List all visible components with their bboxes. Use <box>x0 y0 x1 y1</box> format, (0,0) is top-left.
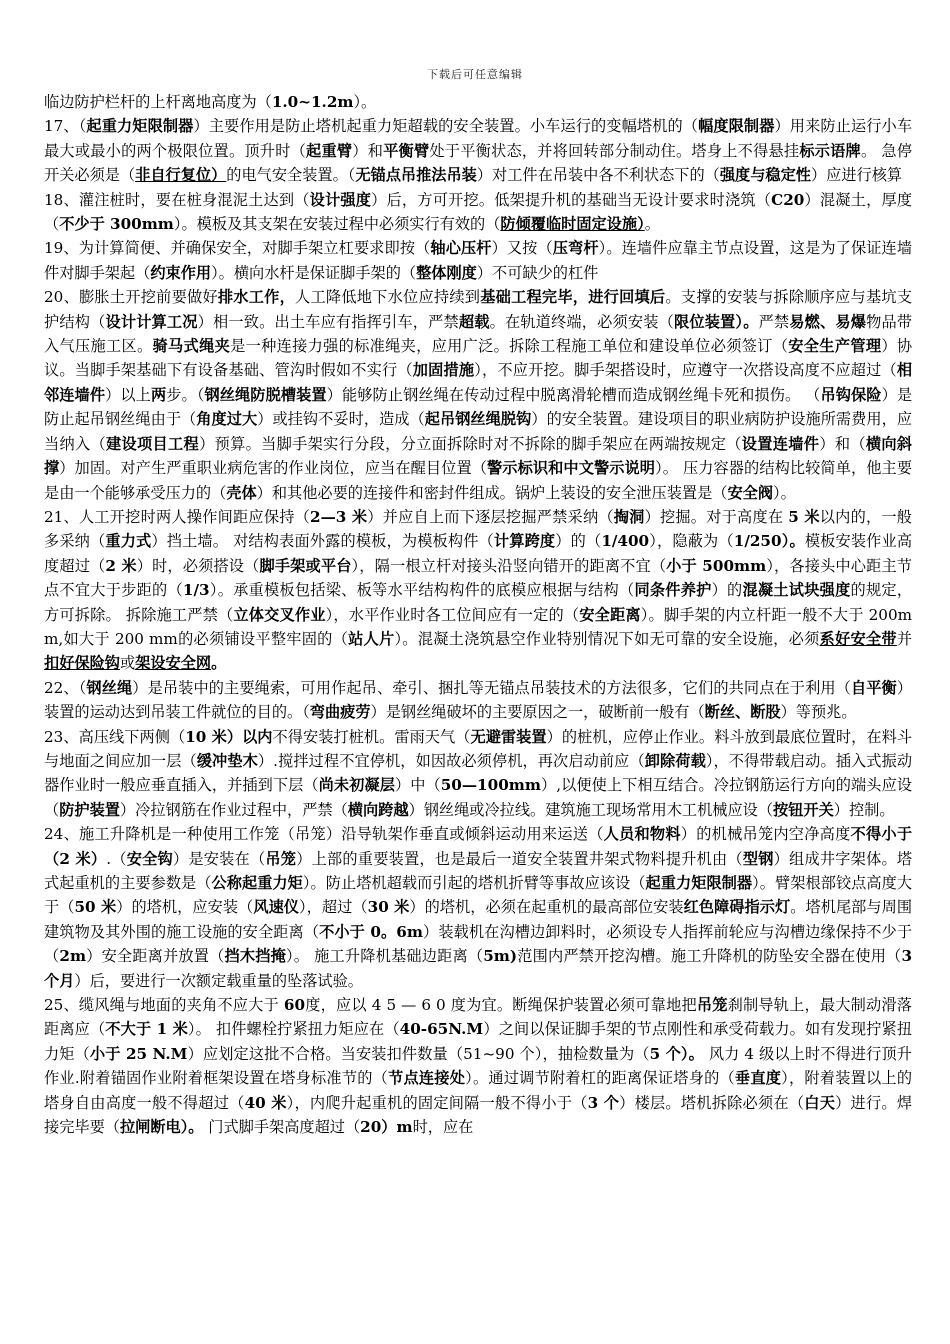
text: ）冷拉钢筋在作业过程中，严禁（ <box>119 800 348 819</box>
bold-text: 相邻连墙件 <box>44 361 913 404</box>
text: ）不可缺少的杠件 <box>476 263 599 282</box>
text: 。在轨道终端，必须安装（ <box>489 312 674 331</box>
bold-text: 20）m <box>360 1118 413 1137</box>
bold-text: 安全钩 <box>126 849 173 868</box>
text: ）。防止塔机超载而引起的塔机折臂等事故应该设（ <box>302 874 646 892</box>
text: ）是安装在（ <box>172 849 266 868</box>
text: ）挡土墙。 对结构表面外露的模板，为模板构件（ <box>151 532 494 551</box>
paragraph <box>44 188 912 237</box>
text: 19、为计算简便、并确保安全，对脚手架立杠要求即按（ <box>44 239 431 258</box>
bold-text: 起重力矩限制器 <box>645 874 753 892</box>
text: ），内爬升起重机的固定间隔一般不得小于（ <box>286 1093 588 1112</box>
bold-text: 5m) <box>483 947 518 966</box>
text: ）,以便使上下相互结合。冷拉钢筋运行方向的端头应设（ <box>44 776 913 819</box>
bold-text: 钢丝绳 <box>86 678 133 697</box>
bold-text: 压弯杆 <box>552 239 599 258</box>
text: ）和（ <box>819 434 866 453</box>
bold-text: 横向斜撑 <box>44 434 913 478</box>
text: 的电气安全装置。（ <box>226 166 356 185</box>
bold-text: 。 <box>211 654 227 673</box>
text: ）.搅拌过程不宜停机，如因故必须停机，再次启动前应（ <box>257 751 645 770</box>
text: ）上部的重要装置，也是最后一道安全装置井架式物料提升机由（ <box>296 849 743 868</box>
text: ）进行。焊接完毕要（ <box>44 1093 913 1137</box>
bold-text: 3 个 <box>587 1093 620 1112</box>
text: 门式脚手架高度超过（ <box>203 1118 361 1137</box>
bold-text: 断丝、断股 <box>704 703 781 722</box>
bold-text: 防倾覆临时固定设施） <box>500 215 645 234</box>
text: ）挖掘。对于高度在 <box>644 507 789 526</box>
bold-text: 缓冲垫木 <box>196 751 258 770</box>
text: 时，应在 <box>412 1118 474 1137</box>
bold-text: 站人片 <box>348 629 395 648</box>
text: ）等预兆。 <box>780 703 857 722</box>
bold-text: 两 <box>150 385 167 404</box>
text: ）和 <box>352 141 384 160</box>
bold-text: 超载 <box>458 312 490 331</box>
bold-text: 吊笼 <box>265 849 297 868</box>
text: ）对工件在吊装中各不利状态下的（ <box>476 166 720 185</box>
bold-text: 1.0~1.2m <box>271 93 354 111</box>
bold-text: 不小于 0。6m <box>319 922 423 941</box>
text: ），隔一根立杆对接头沿竖向错开的距离不宜（ <box>351 556 667 575</box>
text: ）相一致。出土车应有指挥引车，严禁 <box>197 312 459 331</box>
bold-text: 人员和物料 <box>603 825 681 844</box>
bold-text: 挡木挡掩 <box>224 947 286 966</box>
bold-text: 系好安全带 <box>819 629 897 648</box>
bold-text: 基础工程完毕，进行回填后 <box>480 288 666 307</box>
bold-text: 架设安全网 <box>135 654 212 673</box>
text: 21、人工开挖时两人操作间距应保持（ <box>44 507 311 526</box>
text: ）。臂架根部铰点高度大于（ <box>44 874 913 917</box>
text: 20、膨胀土开挖前要做好 <box>44 288 218 307</box>
text: ）的塔机，必须在起重机的最高部位安装 <box>409 898 684 917</box>
text: 。 <box>644 215 660 234</box>
bold-text: 按钮开关 <box>773 800 834 819</box>
paragraph <box>44 725 912 823</box>
bold-text: 3 个月 <box>44 947 913 990</box>
bold-text: 小于 25 N.M <box>89 1044 188 1063</box>
text: 17、（ <box>44 117 87 136</box>
text: ）。通过调节附着杠的距离保证塔身的（ <box>465 1069 735 1088</box>
bold-text: 5 个）。 <box>649 1044 704 1063</box>
text: 不得安装打桩机。雷雨天气（ <box>272 727 471 746</box>
bold-text: 吊钩保险 <box>820 385 882 404</box>
text: 以内的，一般多采纳（ <box>44 507 912 551</box>
paragraph <box>44 505 912 676</box>
text: 24、施工升降机是一种使用工作笼（吊笼）沿导轨架作垂直或倾斜运动用来运送（ <box>44 825 604 844</box>
bold-text: 不得小于（2 米） <box>44 825 913 868</box>
text: ）。 <box>353 93 377 111</box>
text: ）预算。当脚手架实行分段，分立面拆除时对不拆除的脚手架应在两端按规定（ <box>199 434 742 453</box>
bold-text: 建设项目工程 <box>106 434 200 453</box>
text: 度，应以 4 5 — 6 0 度为宜。断绳保护装置必须可靠地把 <box>305 996 697 1015</box>
text: ）后，要进行一次额定载重量的坠落试验。 <box>74 971 363 990</box>
text: ）。脚手架的内立杆距一般不大于 200mm,如大于 200 mm的必须铺设平整牢固的（ <box>44 605 913 648</box>
text: 物品带入气压施工区。 <box>44 312 913 356</box>
bold-text: 10 米）以内 <box>185 727 273 746</box>
bold-text: 40 米 <box>244 1093 287 1112</box>
bold-text: 计算跨度 <box>493 532 556 551</box>
text: ）组成井字架体。塔式起重机的主要参数是（ <box>44 849 913 892</box>
bold-text: 同条件养护 <box>634 581 712 600</box>
text: 25、缆风绳与地面的夹角不应大于 <box>44 996 284 1015</box>
text: ）控制。 <box>833 800 895 819</box>
bold-text: 无锚点吊推法吊装 <box>355 166 477 185</box>
text: ）应进行核算 <box>810 166 903 185</box>
bold-text: 设置连墙件 <box>741 434 820 453</box>
bold-text: 节点连接处 <box>388 1069 466 1088</box>
text: 处于平衡状态，并将回转部分制动住。塔身上不得悬挂 <box>429 141 800 160</box>
paragraph <box>44 285 912 505</box>
text: ）。模板及其支架在安装过程中必须实行有效的（ <box>173 215 501 234</box>
bold-text: 掏洞 <box>613 507 645 526</box>
bold-text: 1/3 <box>182 581 210 600</box>
text: 模板安装作业高度超过（ <box>44 532 913 575</box>
bold-text: 重力式 <box>105 532 152 551</box>
text: ）的桩机，应停止作业。料斗放到最底位置时，在料斗与地面之间应加一层（ <box>44 727 913 770</box>
bold-text: 风速仪 <box>253 898 300 917</box>
bold-text: 角度过大 <box>196 410 258 429</box>
bold-text: 设计计算工况 <box>105 312 198 331</box>
text: ）。连墙件应靠主节点设置，这是为了保证连墙件对脚手架起（ <box>44 239 913 282</box>
bold-text: 整体刚度 <box>416 263 477 282</box>
text: 临边防护栏杆的上杆离地高度为（ <box>44 93 272 111</box>
text: ）中（ <box>394 776 441 795</box>
bold-text: 立体交叉作业 <box>233 605 326 624</box>
text: ）的塔机，应安装（ <box>116 898 254 917</box>
text: 步。（ <box>166 385 205 404</box>
text: 刹制导轨上，最大制动滑落距离应（ <box>44 996 912 1039</box>
bold-text: 安全阀 <box>727 483 773 502</box>
bold-text: 防护装置 <box>59 800 120 819</box>
text: 范围内严禁开挖沟槽。施工升降机的防坠安全器在使用（ <box>517 947 902 966</box>
text: 。支撑的安装与拆除顺序应与基坑支护结构（ <box>44 288 913 331</box>
paragraph <box>44 676 912 725</box>
text: ）能够防止钢丝绳在传动过程中脱离滑轮槽而造成钢丝绳卡死和损伤。 （ <box>326 385 821 404</box>
text: ），各接头中心距主节点不宜大于步距的（ <box>44 556 912 600</box>
text: 是一种连接力强的标准绳夹，应用广泛。拆除工程施工单位和建设单位必须签订（ <box>230 337 789 356</box>
text: 风力 4 级以上时不得进行顶升作业.附着锚固作业附着框架设置在塔身标准节的（ <box>44 1044 912 1088</box>
bold-text: 50 米 <box>74 898 117 917</box>
text: ）。 施工升降机基础边距离（ <box>286 947 484 966</box>
text: ），隐蔽为（ <box>649 532 734 551</box>
bold-text: 壳体 <box>226 483 257 502</box>
bold-text: 易燃、易爆 <box>789 312 867 331</box>
text: ）。 压力容器的结构比较简单，他主要是由一个能够承受压力的（ <box>44 459 913 502</box>
bold-text: 公称起重力矩 <box>211 874 303 892</box>
text: ）。横向水杆是保证脚手架的（ <box>211 263 417 282</box>
text: ）装置的运动达到吊装工件就位的目的。（ <box>44 678 913 722</box>
text: ）协议。当脚手架基础下有设备基础、管沟时假如不实行（ <box>44 337 913 380</box>
bold-text: 骑马式绳夹 <box>152 337 231 356</box>
bold-text: 拉闸断电）。 <box>119 1118 204 1137</box>
bold-text: 卸除荷载 <box>644 751 706 770</box>
paragraph <box>44 114 912 187</box>
text: 严禁 <box>758 312 790 331</box>
bold-text: 无避雷装置 <box>470 727 547 746</box>
bold-text: 吊笼 <box>696 996 728 1015</box>
text: 。塔机尾部与周围建筑物及其外围的施工设施的安全距离（ <box>44 898 913 941</box>
bold-text: 小于 500mm <box>666 556 767 575</box>
bold-text: 40-65N.M <box>399 1020 484 1039</box>
bold-text: 警示标识和中文警示说明 <box>487 459 656 478</box>
text: ）的安全装置。建设项目的职业病防护设施所需费用，应当纳入（ <box>44 410 913 453</box>
text: ）的（ <box>555 532 602 551</box>
bold-text: 1/250）。 <box>733 532 805 551</box>
text: ），超过（ <box>299 898 368 917</box>
text: ），附着装置以上的塔身自由高度一般不得超过（ <box>44 1069 913 1112</box>
text: ）的机械吊笼内空净高度 <box>680 825 851 844</box>
bold-text: 加固措施 <box>412 361 475 380</box>
bold-text: 安全生产管理 <box>788 337 882 356</box>
bold-text: 起吊钢丝绳脱钩 <box>424 410 532 429</box>
text: ）。 <box>773 483 796 502</box>
text: ），不得带载启动。插入式振动器作业时一般应垂直插入，并插到下层（ <box>44 751 913 795</box>
text: ）主要作用是防止塔机起重力矩超载的安全装置。小车运行的变幅塔机的（ <box>193 117 699 136</box>
bold-text: 幅度限制器 <box>698 117 775 136</box>
bold-text: 50—100mm <box>440 776 541 795</box>
text: 22、（ <box>44 678 87 697</box>
bold-text: 横向跨越 <box>347 800 409 819</box>
bold-text: 平衡臂 <box>383 141 430 160</box>
bold-text: 红色障碍指示灯 <box>683 898 791 917</box>
bold-text: 设计强度 <box>309 190 372 209</box>
paragraph <box>44 822 912 993</box>
bold-text: 标示语牌 <box>799 141 861 160</box>
text: 或 <box>119 654 136 673</box>
bold-text: 强度与稳定性 <box>719 166 811 185</box>
bold-text: 型钢 <box>742 849 774 868</box>
text: ）和其他必要的连接件和密封件组成。锅炉上装设的安全泄压装置是（ <box>256 483 728 502</box>
text: ）以上 <box>105 385 151 404</box>
bold-text: 非自行复位） <box>135 166 227 185</box>
text: ），不应开挖。脚手架搭设时，应遵守一次搭设高度不应超过（ <box>474 361 897 380</box>
bold-text: 不大于 1 米 <box>105 1020 188 1039</box>
text: ）的 <box>711 581 743 600</box>
text: ）是吊装中的主要绳索，可用作起吊、牵引、捆扎等无锚点吊装技术的方法很多，它们的共同点在于利用（ <box>132 678 851 697</box>
text: 18、灌注桩时，要在桩身混泥土达到（ <box>44 190 310 209</box>
text: ）用来防止运行小车最大或最小的两个极限位置。顶升时（ <box>44 117 913 160</box>
text: 人工降低地下水位应持续到 <box>295 288 481 307</box>
text: ）应划定这批不合格。当安装扣件数量（51~90 个），抽检数量为（ <box>187 1044 650 1063</box>
text: ）钢丝绳或冷拉线。建筑施工现场常用木工机械应设（ <box>408 800 773 819</box>
bold-text: 不少于 300mm <box>59 215 174 234</box>
bold-text: 扣好保险钩 <box>44 654 120 673</box>
text: ）混凝土，厚度（ <box>44 190 913 234</box>
text: 23、高压线下两侧（ <box>44 727 186 746</box>
bold-text: 混凝土试块强度 <box>742 581 851 600</box>
bold-text: 自平衡 <box>850 678 897 697</box>
text: ）之间以保证脚手架的节点刚性和承受荷载力。如有发现拧紧扭力矩（ <box>44 1020 913 1063</box>
bold-text: 排水工作， <box>217 288 296 307</box>
bold-text: 30 米 <box>367 898 410 917</box>
bold-text: 尚未初凝层 <box>318 776 395 795</box>
text: ）。承重模板包括梁、板等水平结构构件的底模应根据与结构（ <box>209 581 635 600</box>
bold-text: 2 米 <box>105 556 137 575</box>
paragraph <box>44 993 912 1139</box>
text: ）。混凝土浇筑悬空作业特别情况下如无可靠的安全设施，必须 <box>394 629 820 648</box>
text: ）装载机在沟槽边卸料时，必须设专人指挥前轮应与沟槽边缘保持不少于（ <box>44 922 913 966</box>
bold-text: 1/400 <box>601 532 650 551</box>
bold-text: C20 <box>771 190 805 209</box>
text: ）是防止起吊钢丝绳由于（ <box>44 385 913 429</box>
text: ）又按（ <box>491 239 553 258</box>
text: .（ <box>106 849 127 868</box>
bold-text: 白天 <box>804 1093 836 1112</box>
bold-text: 起重力矩限制器 <box>86 117 194 136</box>
text: ）安全距离并放置（ <box>86 947 225 966</box>
text: 。 急停开关必须是（ <box>44 141 913 185</box>
text: 并 <box>896 629 912 648</box>
bold-text: 5 米 <box>788 507 820 526</box>
bold-text: 钢丝绳防脱槽装置 <box>204 385 327 404</box>
text: ）加固。对产生严重职业病危害的作业岗位，应当在醒目位置（ <box>59 459 488 478</box>
text: ）。 扣件螺栓拧紧扭力矩应在（ <box>187 1020 400 1039</box>
text: ），水平作业时各工位间应有一定的（ <box>325 605 580 624</box>
bold-text: 限位装置）。 <box>673 312 759 331</box>
bold-text: 脚手架或平台 <box>259 556 352 575</box>
text: ）楼层。塔机拆除必须在（ <box>619 1093 805 1112</box>
bold-text: 垂直度 <box>734 1069 782 1088</box>
page-header: 下载后可任意编辑 <box>427 68 523 81</box>
text: ）并应自上而下逐层挖掘严禁采纳（ <box>367 507 614 526</box>
bold-text: 安全距离 <box>579 605 641 624</box>
document-body <box>44 90 912 1139</box>
paragraph <box>44 236 912 285</box>
bold-text: 60 <box>283 996 306 1015</box>
bold-text: 2m <box>59 947 87 966</box>
text: ）或挂钩不妥时，造成（ <box>257 410 425 429</box>
bold-text: 约束作用 <box>150 263 212 282</box>
text: ）时，必须搭设（ <box>136 556 260 575</box>
text: ）是钢丝绳破坏的主要原因之一，破断前一般有（ <box>370 703 705 722</box>
bold-text: 弯曲疲劳 <box>309 703 371 722</box>
bold-text: 轴心压杆 <box>430 239 492 258</box>
paragraph <box>44 90 912 114</box>
bold-text: 2—3 米 <box>310 507 368 526</box>
text: ）后，方可开挖。低架提升机的基础当无设计要求时浇筑（ <box>371 190 772 209</box>
bold-text: 起重臂 <box>306 141 353 160</box>
text: 的规定，方可拆除。 拆除施工严禁（ <box>44 581 913 624</box>
